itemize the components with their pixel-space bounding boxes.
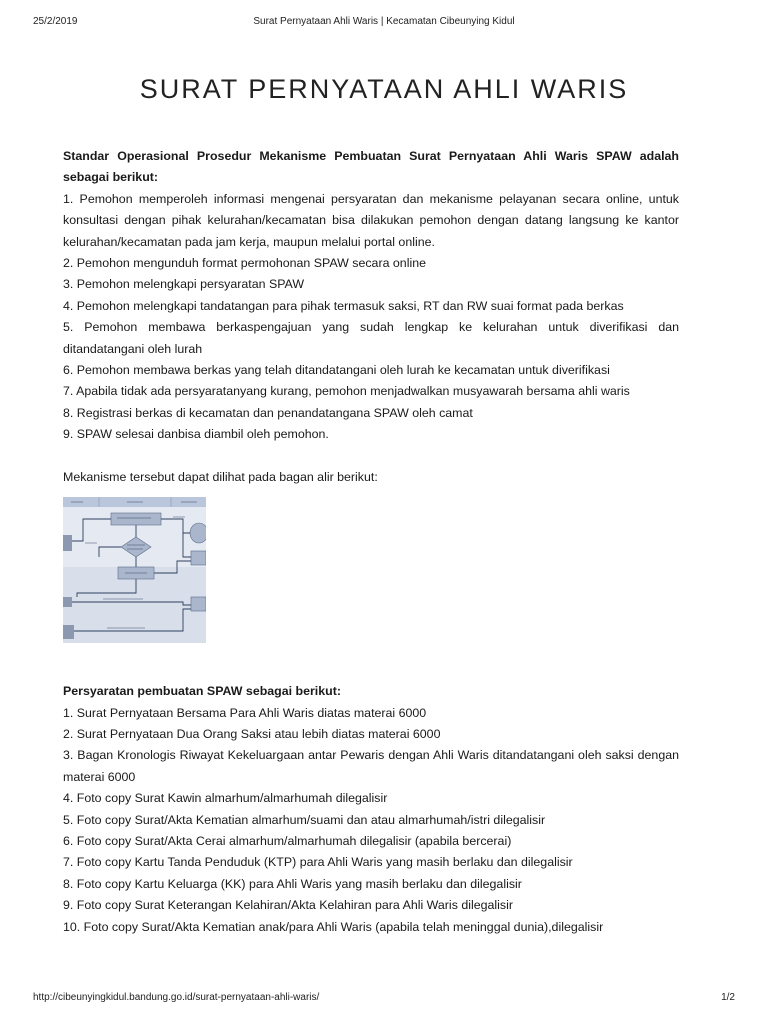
print-date: 25/2/2019 <box>33 16 78 27</box>
requirement-item: 3. Bagan Kronologis Riwayat Kekeluargaan antar Pewaris dengan Ahli Waris ditandatangani oleh saksi dengan materai 6000 <box>63 748 679 784</box>
procedure-step: 9. SPAW selesai danbisa diambil oleh pemohon. <box>63 427 329 442</box>
flowchart-image <box>63 497 206 643</box>
requirement-item: 1. Surat Pernyataan Bersama Para Ahli Waris diatas materai 6000 <box>63 705 427 720</box>
requirement-item: 5. Foto copy Surat/Akta Kematian almarhum/suami dan atau almarhumah/istri dilegalisir <box>63 812 546 827</box>
procedure-step: 1. Pemohon memperoleh informasi mengenai persyaratan dan mekanisme pelayanan secara online, untuk konsultasi dengan pihak kelurahan/kecamatan bisa dilakukan pemohon dengan datang langsung ke kantor kelurahan/kecamatan pada jam kerja, maupun melalui portal online. <box>63 191 679 249</box>
requirements-heading: Persyaratan pembuatan SPAW sebagai berikut: <box>63 684 341 699</box>
procedure-step: 7. Apabila tidak ada persyaratanyang kurang, pemohon menjadwalkan musyawarah bersama ahli waris <box>63 384 630 399</box>
document-title: SURAT PERNYATAAN AHLI WARIS <box>139 74 629 104</box>
procedure-step: 6. Pemohon membawa berkas yang telah ditandatangani oleh lurah ke kecamatan untuk diverifikasi <box>63 363 610 378</box>
document-body <box>63 146 679 938</box>
requirement-item: 6. Foto copy Surat/Akta Cerai almarhum/almarhumah dilegalisir (apabila bercerai) <box>63 833 512 848</box>
page-url: http://cibeunyingkidul.bandung.go.id/surat-pernyataan-ahli-waris/ <box>33 992 320 1003</box>
requirements-list <box>63 703 679 938</box>
requirement-item: 4. Foto copy Surat Kawin almarhum/almarhumah dilegalisir <box>63 791 388 806</box>
procedure-step: 5. Pemohon membawa berkaspengajuan yang sudah lengkap ke kelurahan untuk diverifikasi dan ditandatangani oleh lurah <box>63 320 679 356</box>
procedure-step: 8. Registrasi berkas di kecamatan dan penandatangana SPAW oleh camat <box>63 405 473 420</box>
procedure-step: 3. Pemohon melengkapi persyaratan SPAW <box>63 277 305 292</box>
flowchart-intro: Mekanisme tersebut dapat dilihat pada bagan alir berikut: <box>63 469 378 484</box>
requirement-item: 8. Foto copy Kartu Keluarga (KK) para Ahli Waris yang masih berlaku dan dilegalisir <box>63 876 522 891</box>
print-page-title: Surat Pernyataan Ahli Waris | Kecamatan Cibeunying Kidul <box>253 16 515 27</box>
procedure-heading: Standar Operasional Prosedur Mekanisme Pembuatan Surat Pernyataan Ahli Waris SPAW adalah sebagai berikut: <box>63 149 679 185</box>
procedure-step: 2. Pemohon mengunduh format permohonan SPAW secara online <box>63 256 426 271</box>
procedure-step: 4. Pemohon melengkapi tandatangan para pihak termasuk saksi, RT dan RW suai format pada berkas <box>63 298 624 313</box>
print-header <box>0 0 768 30</box>
requirement-item: 9. Foto copy Surat Keterangan Kelahiran/Akta Kelahiran para Ahli Waris dilegalisir <box>63 898 513 913</box>
requirement-item: 10. Foto copy Surat/Akta Kematian anak/para Ahli Waris (apabila telah meninggal dunia),dilegalisir <box>63 919 604 934</box>
page-number: 1/2 <box>721 992 735 1003</box>
requirement-item: 2. Surat Pernyataan Dua Orang Saksi atau lebih diatas materai 6000 <box>63 726 441 741</box>
requirement-item: 7. Foto copy Kartu Tanda Penduduk (KTP) para Ahli Waris yang masih berlaku dan dilegalisir <box>63 855 573 870</box>
procedure-list <box>63 189 679 446</box>
